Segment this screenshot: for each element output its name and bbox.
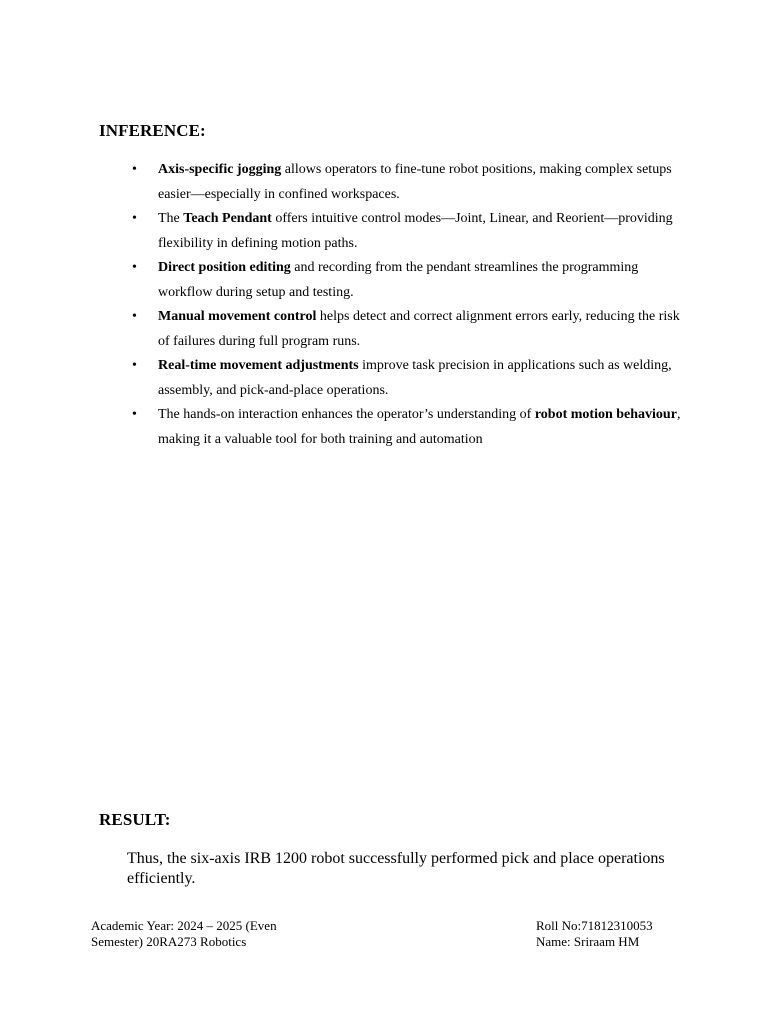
list-item: [132, 403, 692, 452]
list-item-keyword: robot motion behaviour: [534, 407, 677, 422]
bullet-icon: •: [132, 309, 137, 324]
list-item: [132, 207, 692, 256]
bullet-icon: •: [132, 211, 137, 226]
list-item-text: Manual movement control helps detect and correct alignment errors early, reducing the risk of failures during full program runs.: [158, 309, 680, 349]
list-item-text: The Teach Pendant offers intuitive control modes—Joint, Linear, and Reorient—providing flexibility in defining motion paths.: [158, 211, 673, 251]
bullet-icon: •: [132, 162, 137, 177]
list-item-keyword: Teach Pendant: [183, 211, 272, 226]
list-item-text: Direct position editing and recording from the pendant streamlines the programming workflow during setup and testing.: [158, 260, 639, 300]
bullet-icon: •: [132, 407, 137, 422]
inference-heading: INFERENCE:: [99, 121, 206, 140]
footer-student-name: Name: Sriraam HM: [536, 934, 640, 949]
footer-student-info: [536, 918, 716, 950]
footer-academic-info: Academic Year: 2024 – 2025 (Even Semester) 20RA273 Robotics: [91, 918, 277, 949]
list-item-keyword: Manual movement control: [158, 309, 317, 324]
list-item-keyword: Axis-specific jogging: [158, 162, 282, 177]
list-item: [132, 354, 692, 403]
bullet-icon: •: [132, 358, 137, 373]
list-item-text: Real-time movement adjustments improve task precision in applications such as welding, assembly, and pick-and-place operations.: [158, 358, 672, 398]
bullet-icon: •: [132, 260, 137, 275]
result-heading: RESULT:: [99, 810, 171, 829]
list-item: [132, 158, 692, 207]
list-item-keyword: Direct position editing: [158, 260, 291, 275]
list-item-text: Axis-specific jogging allows operators to fine-tune robot positions, making complex setups easier—especially in confined workspaces.: [158, 162, 672, 202]
inference-list: [132, 158, 692, 452]
footer-roll-number: Roll No:71812310053: [536, 918, 653, 933]
list-item: [132, 256, 692, 305]
list-item-text: The hands-on interaction enhances the operator’s understanding of robot motion behaviour, making it a valuable tool for both training and automation: [158, 407, 681, 447]
list-item: [132, 305, 692, 354]
list-item-keyword: Real-time movement adjustments: [158, 358, 359, 373]
result-paragraph: Thus, the six-axis IRB 1200 robot successfully performed pick and place operations efficiently.: [127, 850, 665, 887]
